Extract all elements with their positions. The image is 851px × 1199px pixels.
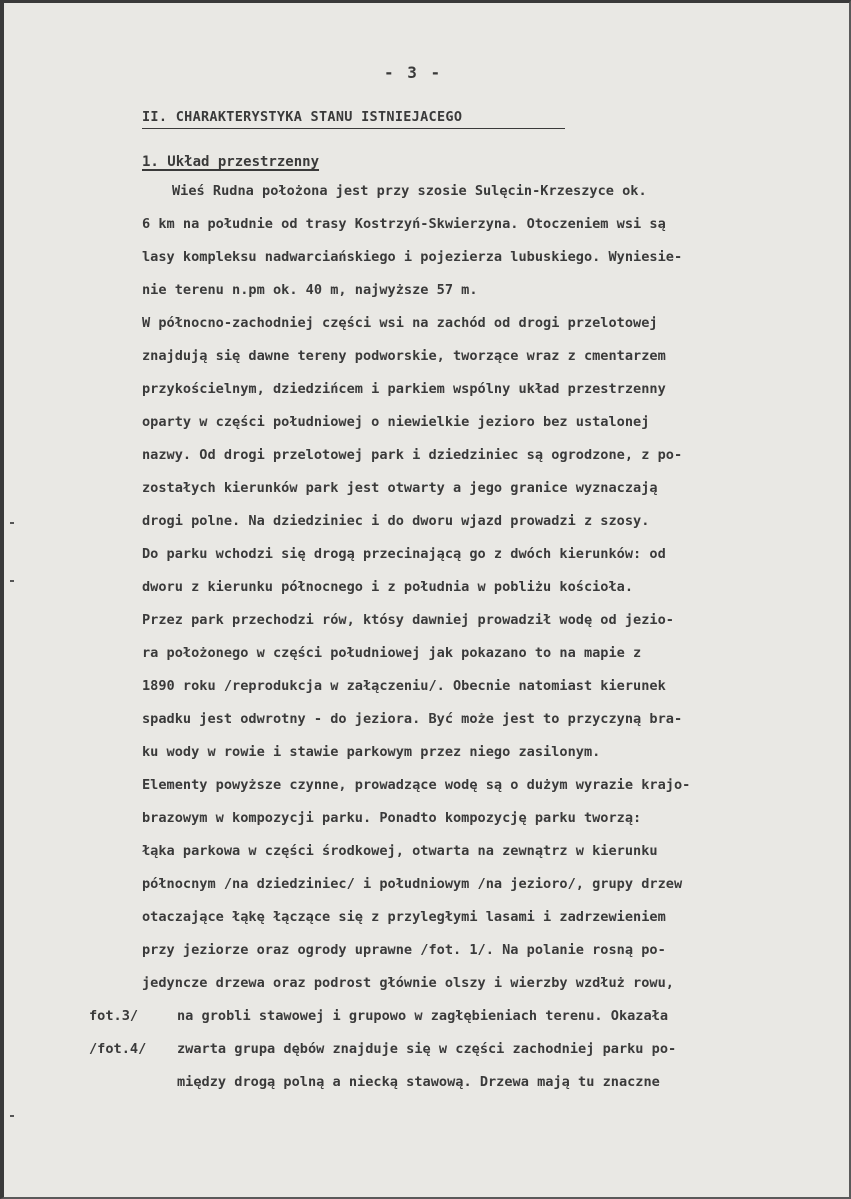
body-text-line: Wieś Rudna położona jest przy szosie Sulęcin-Krzeszyce ok. — [172, 183, 647, 199]
body-text-line: zostałych kierunków park jest otwarty a jego granice wyznaczają — [142, 480, 658, 496]
body-text-line: nazwy. Od drogi przelotowej park i dziedziniec są ogrodzone, z po- — [142, 447, 683, 463]
body-text-line: jedyncze drzewa oraz podrost głównie olszy i wierzby wzdłuż rowu, — [142, 975, 674, 991]
body-text-line: ra położonego w części południowej jak pokazano to na mapie z — [142, 645, 642, 661]
body-text-line: znajdują się dawne tereny podworskie, tworzące wraz z cmentarzem — [142, 348, 666, 364]
body-text-line: dworu z kierunku północnego i z południa w pobliżu kościoła. — [142, 579, 634, 595]
body-text-line: ku wody w rowie i stawie parkowym przez niego zasilonym. — [142, 744, 601, 760]
body-text-line: oparty w części południowej o niewielkie jezioro bez ustalonej — [142, 414, 650, 430]
body-text-line: przykościelnym, dziedzińcem i parkiem wspólny układ przestrzenny — [142, 381, 666, 397]
body-text-line: otaczające łąkę łączące się z przyległymi lasami i zadrzewieniem — [142, 909, 666, 925]
body-text-line: Elementy powyższe czynne, prowadzące wodę są o dużym wyrazie krajo- — [142, 777, 691, 793]
body-text-line: spadku jest odwrotny - do jeziora. Być może jest to przyczyną bra- — [142, 711, 683, 727]
edge-mark — [10, 1115, 14, 1117]
body-text-line: lasy kompleksu nadwarciańskiego i pojezierza lubuskiego. Wyniesie- — [142, 249, 683, 265]
section-heading: II. CHARAKTERYSTYKA STANU ISTNIEJACEGO — [142, 109, 565, 129]
body-text-line: W północno-zachodniej części wsi na zachód od drogi przelotowej — [142, 315, 658, 331]
body-text-line: nie terenu n.pm ok. 40 m, najwyższe 57 m. — [142, 282, 478, 298]
body-text-line: 6 km na południe od trasy Kostrzyń-Skwierzyna. Otoczeniem wsi są — [142, 216, 666, 232]
body-text-line: północnym /na dziedziniec/ i południowym /na jezioro/, grupy drzew — [142, 876, 683, 892]
body-text-line: zwarta grupa dębów znajduje się w części zachodniej parku po- — [177, 1041, 677, 1057]
body-text-line: 1890 roku /reprodukcja w załączeniu/. Obecnie natomiast kierunek — [142, 678, 666, 694]
margin-note-photo-reference: fot.3/ — [89, 1008, 139, 1024]
body-text-line: brazowym w kompozycji parku. Ponadto kompozycję parku tworzą: — [142, 810, 642, 826]
body-text-line: Do parku wchodzi się drogą przecinającą go z dwóch kierunków: od — [142, 546, 666, 562]
page-number: - 3 - — [384, 63, 443, 82]
body-text-line: przy jeziorze oraz ogrody uprawne /fot. 1/. Na polanie rosną po- — [142, 942, 666, 958]
body-text-line: między drogą polną a niecką stawową. Drzewa mają tu znaczne — [177, 1074, 660, 1090]
body-text-line: drogi polne. Na dziedziniec i do dworu wjazd prowadzi z szosy. — [142, 513, 650, 529]
body-text-line: Przez park przechodzi rów, któsy dawniej prowadził wodę od jezio- — [142, 612, 674, 628]
edge-mark — [10, 522, 14, 524]
margin-note-photo-reference: /fot.4/ — [89, 1041, 147, 1057]
edge-mark — [10, 580, 14, 582]
subsection-heading: 1. Układ przestrzenny — [142, 154, 320, 170]
body-text-line: na grobli stawowej i grupowo w zagłębieniach terenu. Okazała — [177, 1008, 669, 1024]
body-text-line: łąka parkowa w części środkowej, otwarta na zewnątrz w kierunku — [142, 843, 658, 859]
